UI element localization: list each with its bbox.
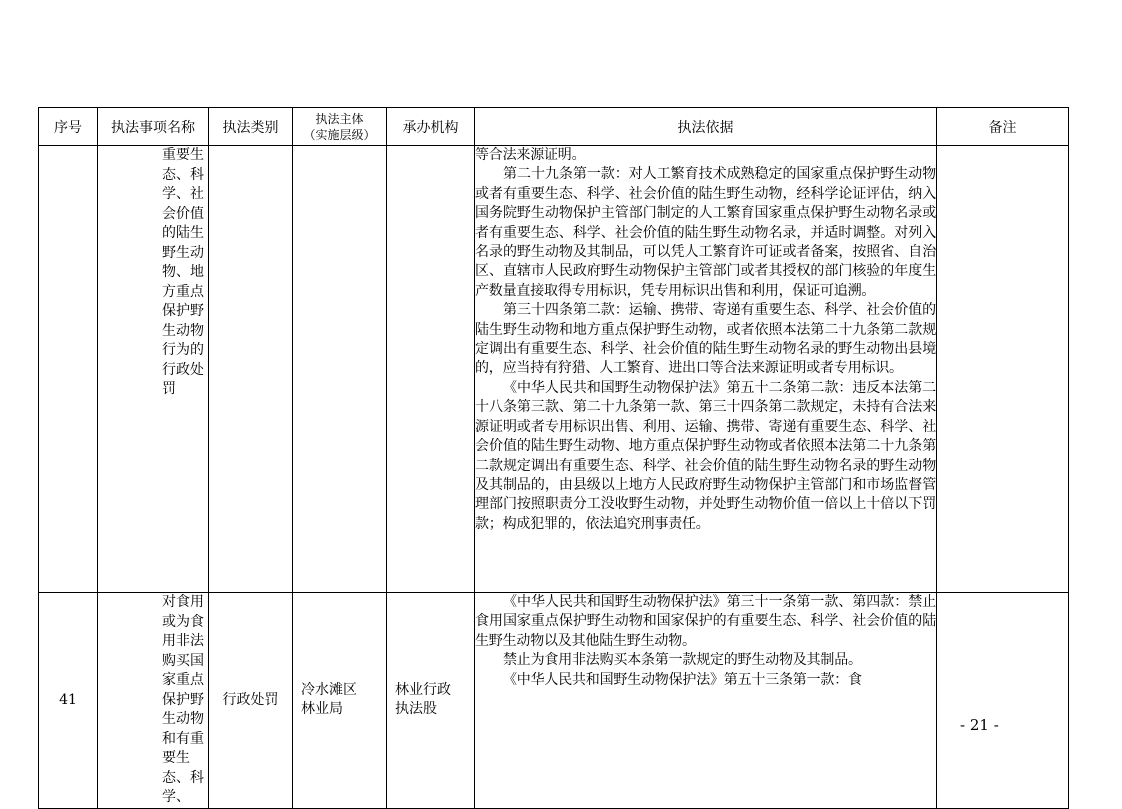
row1-subject xyxy=(293,146,387,593)
header-subject xyxy=(293,108,387,146)
row2-remarks xyxy=(937,593,1069,809)
header-item-name: 执法事项名称 xyxy=(98,108,209,146)
header-category: 执法类别 xyxy=(209,108,293,146)
table-header-row xyxy=(39,108,1069,146)
row2-basis xyxy=(475,593,937,809)
header-agency: 承办机构 xyxy=(387,108,475,146)
row1-item-name-text: 重要生态、科学、社会价值的陆生野生动物、地方重点保护野生动物行为的行政处罚 xyxy=(162,147,204,397)
row1-remarks xyxy=(937,146,1069,593)
row2-subject xyxy=(293,593,387,809)
row2-item-name xyxy=(98,593,209,809)
row1-basis-para: 第三十四条第二款：运输、携带、寄递有重要生态、科学、社会价值的陆生野生动物和地方重点保护野生动物，或者依照本法第二十九条第二款规定调出有重要生态、科学、社会价值的陆生野生动物名录的野生动物出县境的，应当持有狩猎、人工繁育、进出口等合法来源证明或者专用标识。 xyxy=(475,302,936,377)
page-number: - 21 - xyxy=(960,716,999,734)
enforcement-table xyxy=(38,107,1069,809)
row2-agency xyxy=(387,593,475,809)
header-subject-line1: 执法主体 xyxy=(315,111,364,126)
row2-basis-para: 禁止为食用非法购买本条第一款规定的野生动物及其制品。 xyxy=(503,652,862,669)
row1-agency xyxy=(387,146,475,593)
row1-basis-para: 第二十九条第一款：对人工繁育技术成熟稳定的国家重点保护野生动物或者有重要生态、科学、社会价值的陆生野生动物，经科学论证评估，纳入国务院野生动物保护主管部门制定的人工繁育国家重点保护野生动物名录或者有重要生态、科学、社会价值的陆生野生动物名录，并适时调整。对列入名录的野生动物及其制品，可以凭人工繁育许可证或者备案，按照省、自治区、直辖市人民政府野生动物保护主管部门或者其授权的部门核验的年度生产数量直接取得专用标识，凭专用标识出售和利用，保证可追溯。 xyxy=(475,166,936,299)
row2-item-name-text: 对食用或为食用非法购买国家重点保护野生动物和有重要生态、科学、 xyxy=(162,594,204,805)
row1-seq xyxy=(39,146,98,593)
table-row xyxy=(39,593,1069,809)
row1-category xyxy=(209,146,293,593)
header-seq: 序号 xyxy=(39,108,98,146)
row2-agency-text: 林业行政执法股 xyxy=(395,682,451,718)
row1-basis-para: 《中华人民共和国野生动物保护法》第五十二条第二款：违反本法第二十八条第三款、第二十九条第一款、第三十四条第二款规定，未持有合法来源证明或者专用标识出售、利用、运输、携带、寄递有重要生态、科学、社会价值的陆生野生动物、地方重点保护野生动物或者依照本法第二十九条第二款规定调出有重要生态、科学、社会价值的陆生野生动物名录的野生动物及其制品的，由县级以上地方人民政府野生动物保护主管部门和市场监督管理部门按照职责分工没收野生动物，并处野生动物价值一倍以上十倍以下罚款；构成犯罪的，依法追究刑事责任。 xyxy=(475,379,936,532)
row1-item-name xyxy=(98,146,209,593)
row1-basis xyxy=(475,146,937,593)
table-row xyxy=(39,146,1069,593)
row2-basis-para: 《中华人民共和国野生动物保护法》第五十三条第一款：食 xyxy=(503,671,862,688)
header-subject-line2: （实施层级） xyxy=(303,127,376,142)
row1-basis-para: 等合法来源证明。 xyxy=(475,147,586,163)
row2-basis-para: 《中华人民共和国野生动物保护法》第三十一条第一款、第四款：禁止食用国家重点保护野生动物和国家保护的有重要生态、科学、社会价值的陆生野生动物以及其他陆生野生动物。 xyxy=(475,594,936,649)
header-basis: 执法依据 xyxy=(475,108,937,146)
row2-seq: 41 xyxy=(39,593,98,809)
header-remarks: 备注 xyxy=(937,108,1069,146)
row2-subject-text: 冷水滩区林业局 xyxy=(301,682,357,718)
row2-category: 行政处罚 xyxy=(209,593,293,809)
